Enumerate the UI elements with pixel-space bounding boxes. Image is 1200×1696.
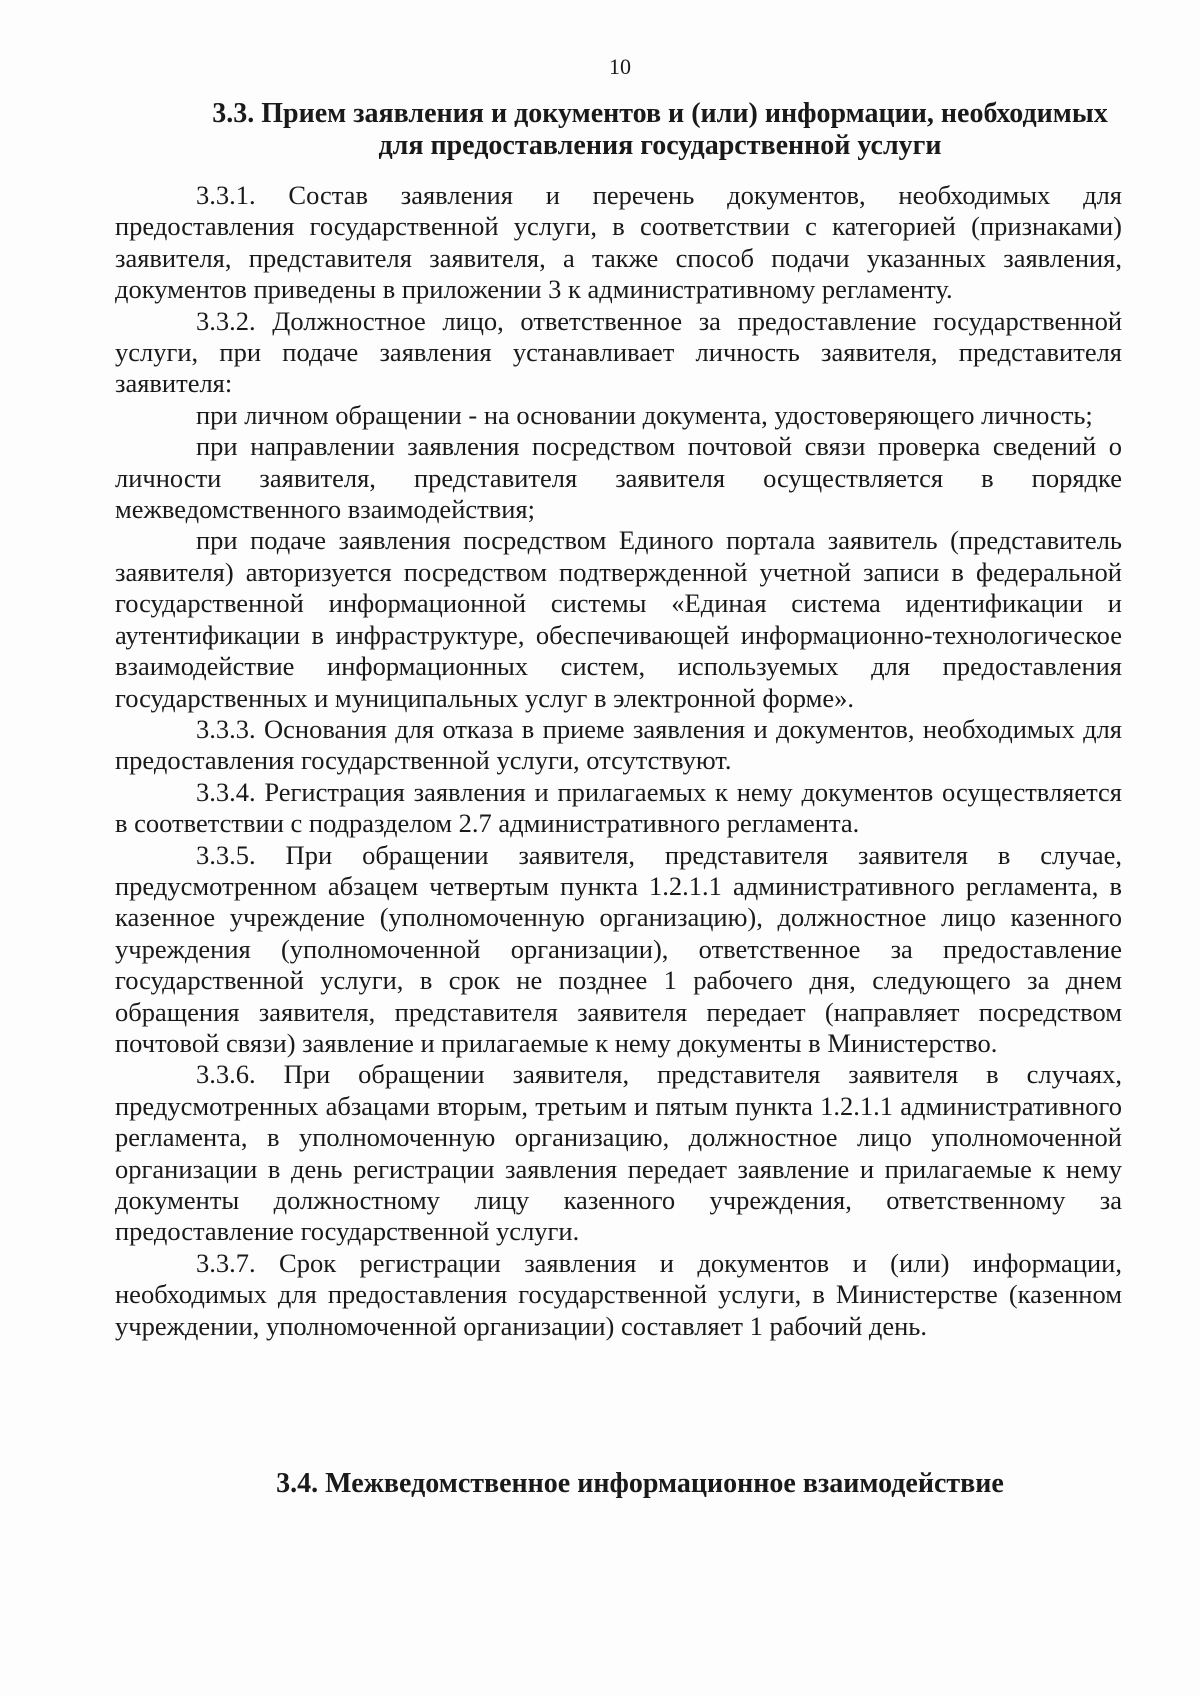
section-body [115,180,1122,1342]
paragraph-3-3-7: 3.3.7. Срок регистрации заявления и документов и (или) информации, необходимых для предоставления государственной услуги, в Министерстве (казенном учреждении, уполномоченной организации) составляет 1 рабочий день. [115,1247,1122,1341]
paragraph-3-3-5: 3.3.5. При обращении заявителя, представителя заявителя в случае, предусмотренном абзацем четвертым пункта 1.2.1.1 административного регламента, в казенное учреждение (уполномоченную организацию), должностное лицо казенного учреждения (уполномоченной организации), ответственное за предоставление государственной услуги, в срок не позднее 1 рабочего дня, следующего за днем обращения заявителя, представителя заявителя передает (направляет посредством почтовой связи) заявление и прилагаемые к нему документы в Министерство. [115,839,1122,1058]
paragraph-3-3-6: 3.3.6. При обращении заявителя, представителя заявителя в случаях, предусмотренных абзацами вторым, третьим и пятым пункта 1.2.1.1 административного регламента, в уполномоченную организацию, должностное лицо уполномоченной организации в день регистрации заявления передает заявление и прилагаемые к нему документы должностному лицу казенного учреждения, ответственному за предоставление государственной услуги. [115,1059,1122,1247]
paragraph-postal: при направлении заявления посредством почтовой связи проверка сведений о личности заявителя, представителя заявителя осуществляется в порядке межведомственного взаимодействия; [115,431,1122,525]
section-heading-3-3: 3.3. Прием заявления и документов и (или) информации, необходимых для предоставления государственной услуги [212,98,1108,161]
paragraph-3-3-1: 3.3.1. Состав заявления и перечень документов, необходимых для предоставления государственной услуги, в соответствии с категорией (признаками) заявителя, представителя заявителя, а также способ подачи указанных заявления, документов приведены в приложении 3 к административному регламенту. [115,180,1122,305]
paragraph-3-3-3: 3.3.3. Основания для отказа в приеме заявления и документов, необходимых для предоставления государственной услуги, отсутствуют. [115,713,1122,776]
paragraph-portal: при подаче заявления посредством Единого портала заявитель (представитель заявителя) авторизуется посредством подтвержденной учетной записи в федеральной государственной информационной системы «Единая система идентификации и аутентификации в инфраструктуре, обеспечивающей информационно-технологическое взаимодействие информационных систем, используемых для предоставления государственных и муниципальных услуг в электронной форме». [115,525,1122,713]
section-heading-3-4: 3.4. Межведомственное информационное взаимодействие [276,1468,1004,1499]
paragraph-3-3-2: 3.3.2. Должностное лицо, ответственное за предоставление государственной услуги, при подаче заявления устанавливает личность заявителя, представителя заявителя: [115,305,1122,399]
paragraph-personal-visit: при личном обращении - на основании документа, удостоверяющего личность; [196,399,1093,430]
page-number: 10 [609,54,631,79]
paragraph-3-3-4: 3.3.4. Регистрация заявления и прилагаемых к нему документов осуществляется в соответствии с подразделом 2.7 административного регламента. [115,776,1122,839]
